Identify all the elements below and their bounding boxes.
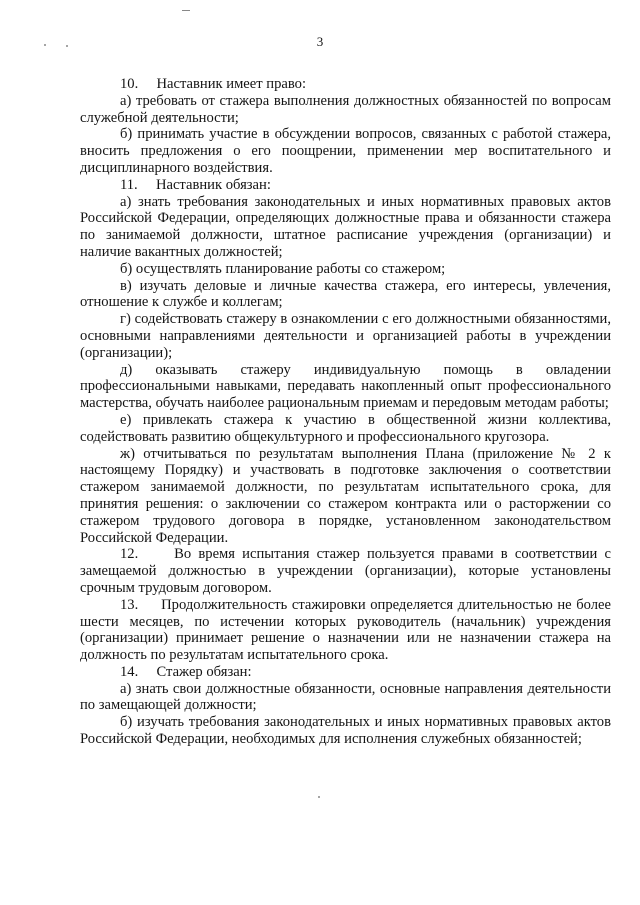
document-body bbox=[80, 76, 611, 748]
paragraph-11b: б) осуществлять планирование работы со стажером; bbox=[120, 260, 446, 277]
paragraph-11g: г) содействовать стажеру в ознакомлении с его должностными обязанностями, основными направлениями деятельности и организацией работы в учреждении (организации); bbox=[80, 311, 611, 361]
paragraph-14a: а) знать свои должностные обязанности, основные направления деятельности по замещающей должности; bbox=[80, 680, 611, 714]
paragraph-13: 13. Продолжительность стажировки определяется длительностью не более шести месяцев, по истечении которых руководитель (начальник) учреждения (организации) принимает решение о назначении или не назначении стажера на должность по результатам испытательного срока. bbox=[80, 596, 611, 664]
scan-speck bbox=[182, 10, 190, 11]
paragraph-10a: а) требовать от стажера выполнения должностных обязанностей по вопросам служебной деятельности; bbox=[80, 92, 611, 126]
paragraph-12: 12. Во время испытания стажер пользуется правами в соответствии с замещаемой должностью в учреждении (организации), которые установлены срочным трудовым договором. bbox=[80, 546, 611, 596]
paragraph-11zh: ж) отчитываться по результатам выполнения Плана (приложение № 2 к настоящему Порядку) и участвовать в подготовке заключения о соответствии стажером занимаемой должности, по результатам испытательного срока, для принятия решения: о заключении со стажером контракта или о расторжении со стажером трудового договора в порядке, установленном законодательством Российской Федерации. bbox=[80, 445, 611, 546]
paragraph-10: 10. Наставник имеет право: bbox=[120, 76, 307, 92]
paragraph-11e: е) привлекать стажера к участию в общественной жизни коллектива, содействовать развитию общекультурного и профессионального кругозора. bbox=[80, 411, 611, 445]
paragraph-11d: д) оказывать стажеру индивидуальную помощь в овладении профессиональными навыками, передавать накопленный опыт профессионального мастерства, обучать наиболее рациональным приемам и передовым методам работы; bbox=[80, 361, 611, 412]
paragraph-14b: б) изучать требования законодательных и иных нормативных правовых актов Российской Федерации, необходимых для исполнения служебных обязанностей; bbox=[80, 714, 611, 748]
paragraph-11a: а) знать требования законодательных и иных нормативных правовых актов Российской Федерации, определяющих должностные права и обязанности стажера по занимаемой должности, штатное расписание учреждения (организации) и наличие вакантных должностей; bbox=[80, 193, 611, 260]
paragraph-11v: в) изучать деловые и личные качества стажера, его интересы, увлечения, отношение к службе и коллегам; bbox=[80, 277, 611, 311]
paragraph-10b: б) принимать участие в обсуждении вопросов, связанных с работой стажера, вносить предложения о его поощрении, применении мер воспитательного и дисциплинарного воздействия. bbox=[80, 126, 611, 176]
scan-speck bbox=[318, 796, 320, 798]
page-number: 3 bbox=[316, 34, 324, 49]
paragraph-14: 14. Стажер обязан: bbox=[120, 663, 252, 680]
paragraph-11: 11. Наставник обязан: bbox=[120, 176, 271, 193]
